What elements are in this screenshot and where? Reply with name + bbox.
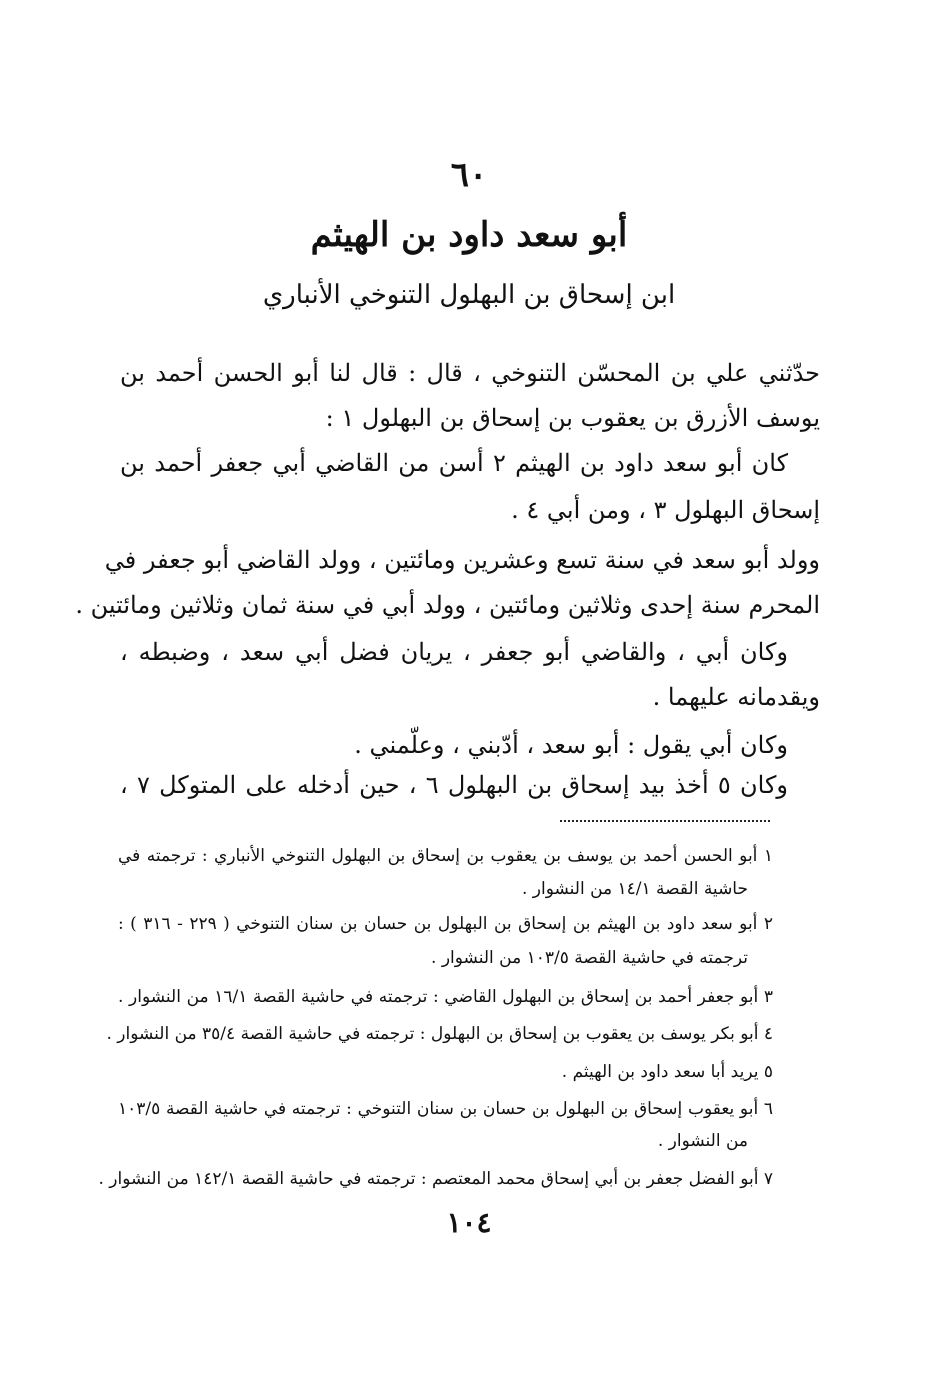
footnote-line: ٢ أبو سعد داود بن الهيثم بن إسحاق بن البهلول بن حسان بن سنان التنوخي ( ٢٢٩ - ٣١٦ ) : (118, 914, 773, 934)
footnote-line: حاشية القصة ١٤/١ من النشوار . (521, 879, 748, 899)
body-line: وكان أبي ، والقاضي أبو جعفر ، يريان فضل أبي سعد ، وضبطه ، (120, 638, 788, 666)
body-line: يوسف الأزرق بن يعقوب بن إسحاق بن البهلول ١ : (325, 404, 820, 432)
page-number: ١٠٤ (446, 1206, 492, 1239)
body-line: وكان أبي يقول : أبو سعد ، أدّبني ، وعلّمني . (354, 731, 788, 759)
footnote-line: ٥ يريد أبا سعد داود بن الهيثم . (561, 1062, 773, 1082)
body-line: كان أبو سعد داود بن الهيثم ٢ أسن من القاضي أبي جعفر أحمد بن (120, 449, 788, 477)
body-line: حدّثني علي بن المحسّن التنوخي ، قال : قال لنا أبو الحسن أحمد بن (120, 359, 820, 387)
body-line: وكان ٥ أخذ بيد إسحاق بن البهلول ٦ ، حين أدخله على المتوكل ٧ ، (120, 771, 788, 799)
footnote-line: ٧ أبو الفضل جعفر بن أبي إسحاق محمد المعتصم : ترجمته في حاشية القصة ١٤٢/١ من النشوار . (98, 1169, 773, 1189)
footnote-line: ٣ أبو جعفر أحمد بن إسحاق بن البهلول القاضي : ترجمته في حاشية القصة ١٦/١ من النشوار . (118, 987, 774, 1007)
body-line: ويقدمانه عليهما . (652, 683, 820, 711)
footnote-line: ٦ أبو يعقوب إسحاق بن البهلول بن حسان بن سنان التنوخي : ترجمته في حاشية القصة ١٠٣/٥ (118, 1099, 773, 1119)
page-subtitle: ابن إسحاق بن البهلول التنوخي الأنباري (262, 280, 676, 310)
footnote-line: ٤ أبو بكر يوسف بن يعقوب بن إسحاق بن البهلول : ترجمته في حاشية القصة ٣٥/٤ من النشوار . (106, 1024, 773, 1044)
body-line: إسحاق البهلول ٣ ، ومن أبي ٤ . (511, 496, 820, 524)
footnote-line: ترجمته في حاشية القصة ١٠٣/٥ من النشوار . (431, 948, 748, 968)
story-number: ٦٠ (450, 155, 488, 195)
footnote-line: ١ أبو الحسن أحمد بن يوسف بن يعقوب بن إسحاق بن البهلول التنوخي الأنباري : ترجمته في (118, 846, 773, 866)
body-line: وولد أبو سعد في سنة تسع وعشرين ومائتين ، وولد القاضي أبو جعفر في (104, 546, 820, 574)
page-title: أبو سعد داود بن الهيثم (310, 215, 628, 255)
footnote-line: من النشوار . (657, 1131, 748, 1151)
body-line: المحرم سنة إحدى وثلاثين ومائتين ، وولد أبي في سنة ثمان وثلاثين ومائتين . (75, 591, 820, 619)
footnote-separator (560, 820, 770, 822)
